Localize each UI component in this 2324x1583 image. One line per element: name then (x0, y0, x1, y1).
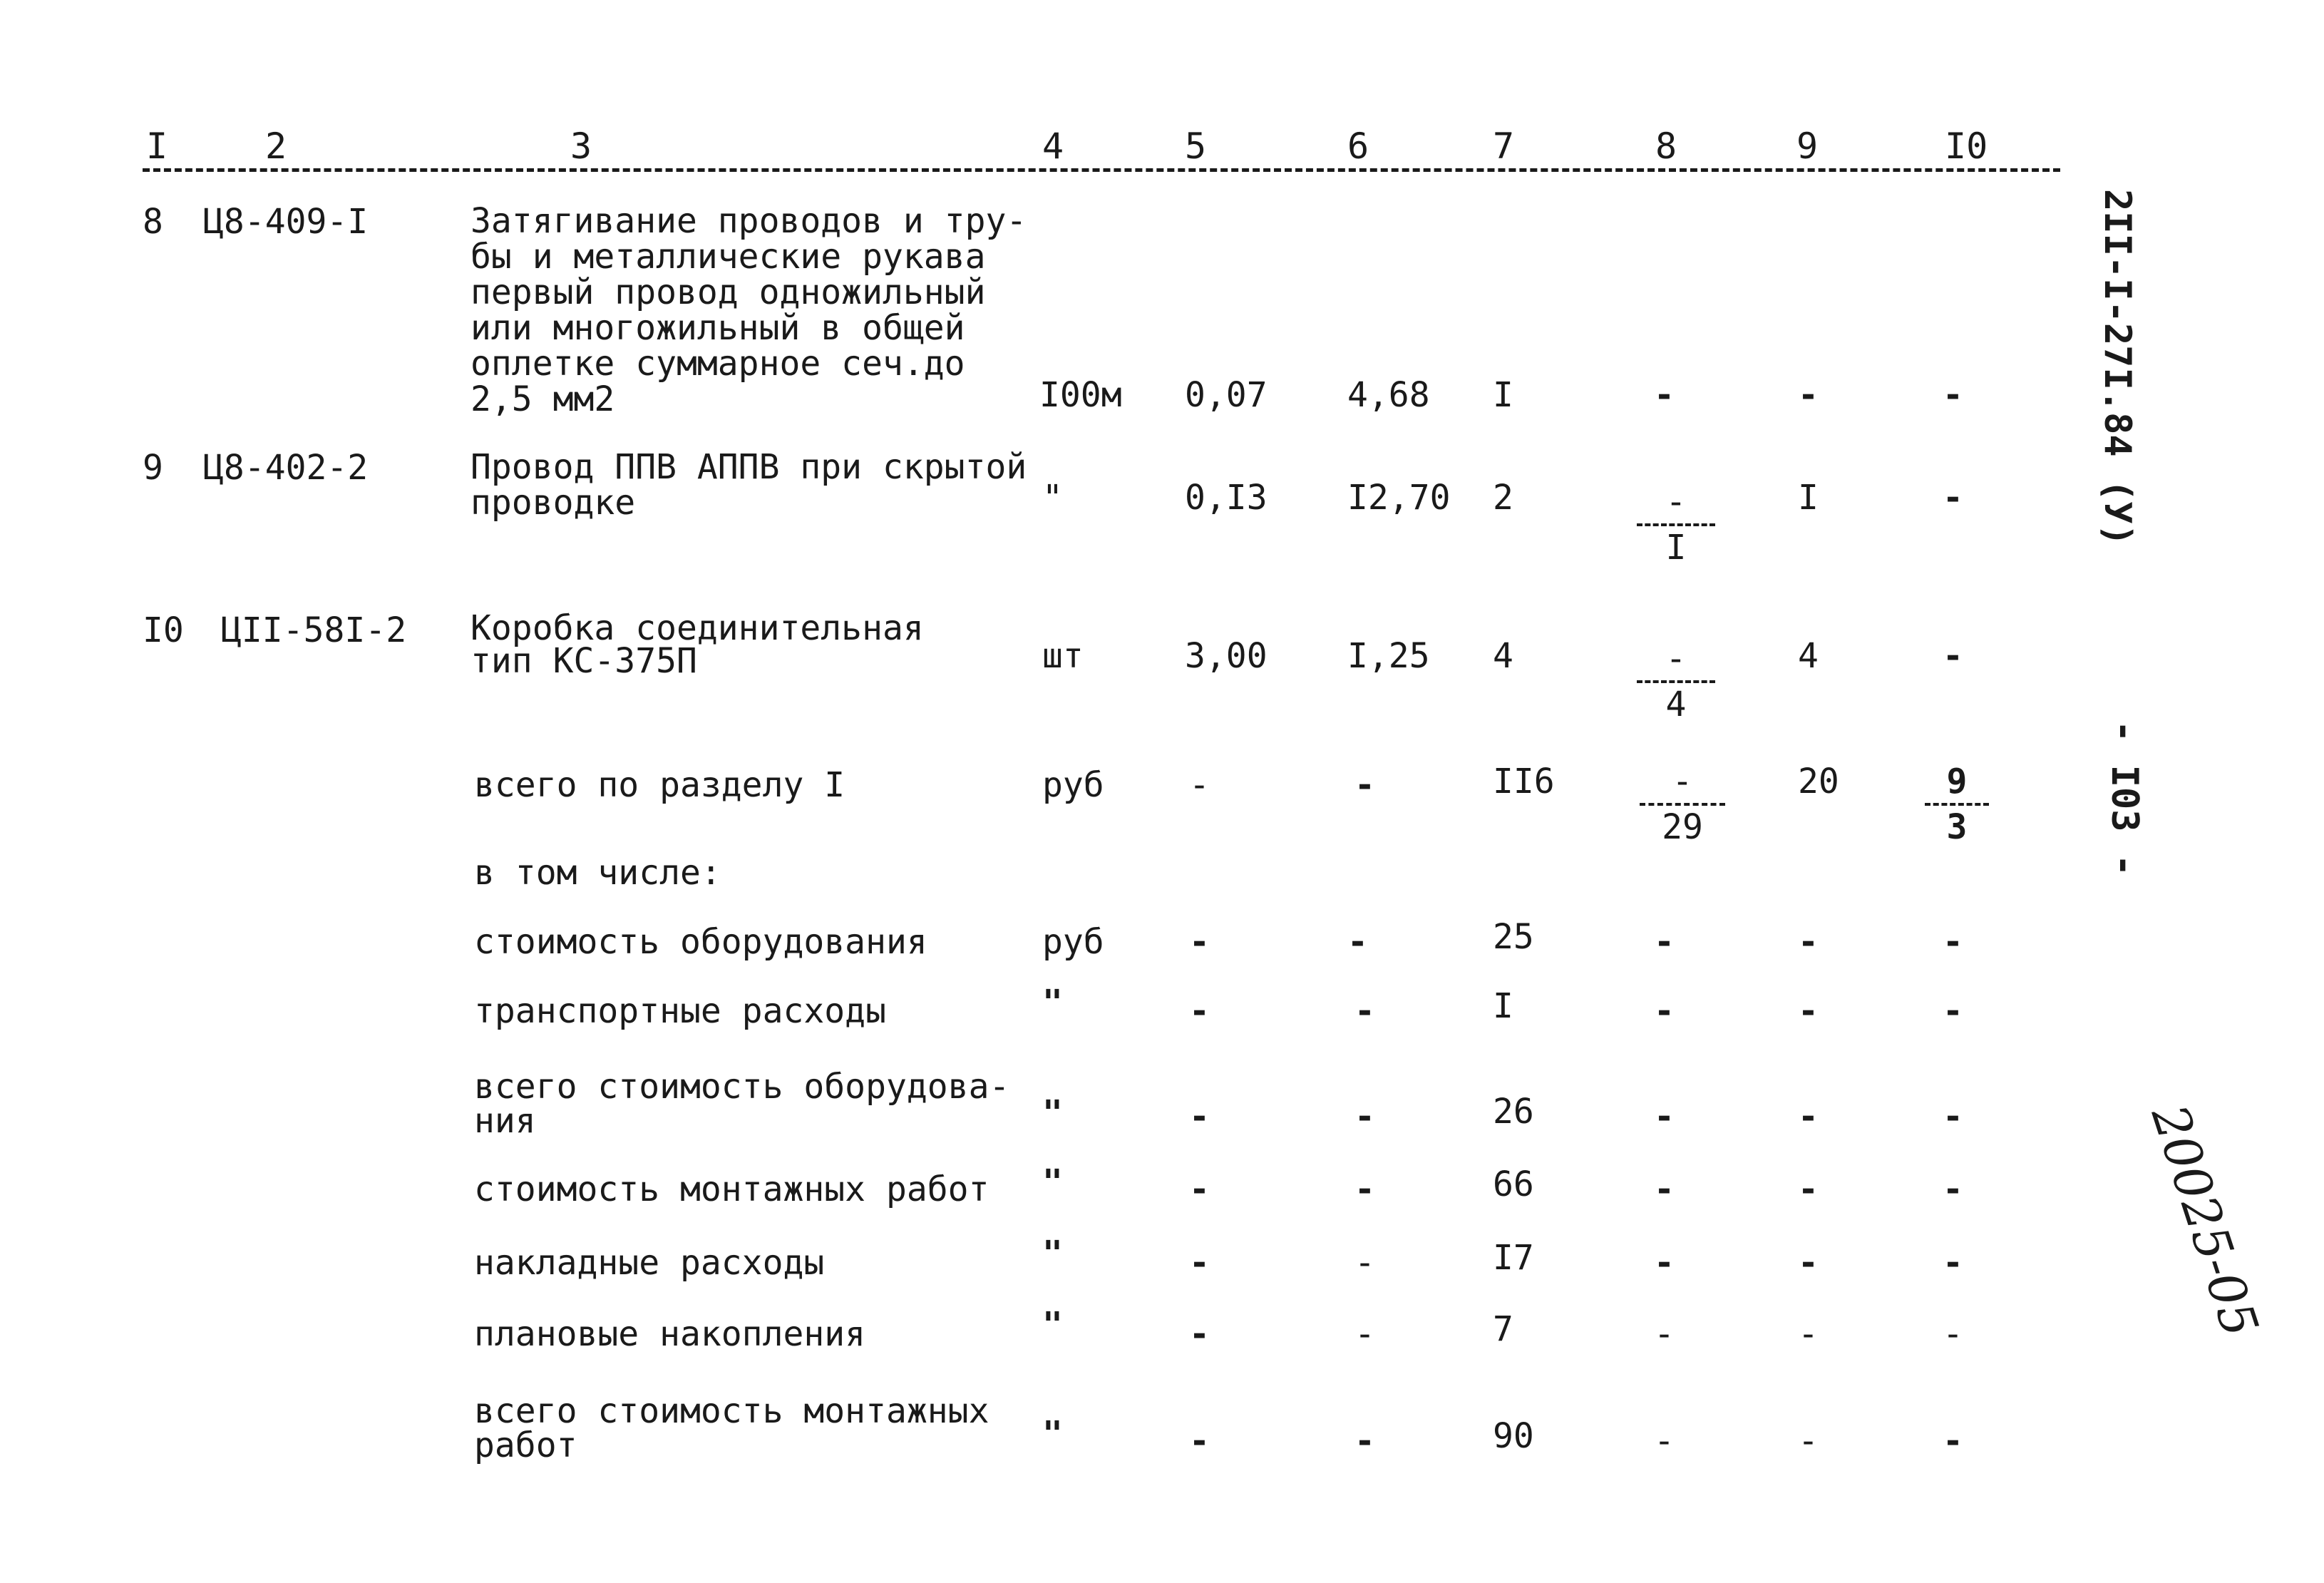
summary-col7: 25 (1493, 917, 1534, 957)
summary-col7: 26 (1493, 1092, 1534, 1132)
summary-col10: - (1943, 1169, 1963, 1209)
summary-col5: - (1189, 1421, 1210, 1461)
row-col5: 0,07 (1185, 375, 1268, 415)
col-header-6: 6 (1347, 125, 1369, 167)
fraction-bar (1637, 680, 1715, 683)
header-divider (143, 168, 2060, 172)
summary-col10: - (1943, 1314, 1963, 1354)
summary-unit: " (1042, 1162, 1063, 1202)
summary-col7: 90 (1493, 1416, 1534, 1456)
summary-label: плановые накопления (474, 1314, 866, 1354)
summary-col5: - (1189, 991, 1210, 1031)
summary-col8: - (1654, 1243, 1675, 1283)
summary-col5: - (1189, 922, 1210, 962)
summary-col6: - (1354, 1169, 1375, 1209)
fraction-numerator: 9 (1946, 762, 1968, 801)
summary-col6: - (1354, 1314, 1375, 1354)
col-header-5: 5 (1185, 125, 1207, 167)
summary-label: накладные расходы (474, 1243, 825, 1283)
handwritten-note: 20025-05 (2140, 1098, 2270, 1344)
fraction-numerator: - (1665, 482, 1687, 522)
summary-col7: 7 (1493, 1309, 1513, 1349)
row-col6: I2,70 (1347, 478, 1451, 518)
summary-col5: - (1189, 1097, 1210, 1137)
row-number: 9 (143, 448, 163, 488)
total-unit: руб (1042, 765, 1104, 805)
total-col9: 20 (1798, 762, 1839, 801)
summary-col9: - (1798, 1097, 1819, 1137)
col-header-2: 2 (265, 125, 287, 167)
row-col9: - (1798, 375, 1819, 415)
summary-label: всего стоимость оборудова- ния (474, 1067, 1010, 1141)
row-number: I0 (143, 610, 184, 650)
summary-col10: - (1943, 1243, 1963, 1283)
summary-col6: - (1354, 1421, 1375, 1461)
col-header-10: I0 (1945, 125, 1988, 167)
total-label: всего по разделу I (474, 765, 845, 805)
row-col9: 4 (1798, 636, 1819, 676)
row-code: ЦII-58I-2 (221, 610, 407, 650)
row-code: Ц8-402-2 (203, 448, 369, 488)
summary-col8: - (1654, 1169, 1675, 1209)
summary-unit: " (1042, 983, 1063, 1023)
col-header-7: 7 (1493, 125, 1515, 167)
summary-unit: руб (1042, 922, 1104, 962)
summary-col8: - (1654, 991, 1675, 1031)
col-header-8: 8 (1655, 125, 1677, 167)
summary-unit: " (1042, 1305, 1063, 1345)
col-header-3: 3 (570, 125, 592, 167)
summary-col7: I7 (1493, 1238, 1534, 1278)
summary-col9: - (1798, 1243, 1819, 1283)
row-col6: I,25 (1347, 636, 1430, 676)
row-unit: " (1042, 478, 1063, 518)
summary-col5: - (1189, 1169, 1210, 1209)
summary-col9: - (1798, 922, 1819, 962)
row-col8: - (1654, 375, 1675, 415)
summary-col9: - (1798, 1421, 1819, 1461)
summary-col10: - (1943, 991, 1963, 1031)
row-unit: шт (1042, 636, 1084, 676)
summary-col7: 66 (1493, 1164, 1534, 1204)
fraction-denominator: I (1665, 528, 1687, 568)
row-col7: 2 (1493, 478, 1513, 518)
fraction-denominator: 4 (1665, 685, 1687, 724)
fraction-numerator: - (1665, 639, 1687, 679)
fraction-denominator: 3 (1946, 807, 1968, 847)
fraction-bar (1640, 803, 1725, 806)
summary-col6: - (1347, 922, 1368, 962)
summary-col6: - (1354, 1243, 1375, 1283)
col-header-9: 9 (1796, 125, 1819, 167)
col-header-4: 4 (1042, 125, 1064, 167)
summary-col10: - (1943, 1097, 1963, 1137)
page-number: - I03 - (2103, 720, 2146, 877)
summary-col5: - (1189, 1243, 1210, 1283)
row-col7: 4 (1493, 636, 1513, 676)
summary-unit: " (1042, 1234, 1063, 1274)
summary-col6: - (1354, 1097, 1375, 1137)
summary-col9: - (1798, 1169, 1819, 1209)
total-col5: - (1189, 765, 1210, 805)
row-col10: - (1943, 636, 1963, 676)
summary-col10: - (1943, 922, 1963, 962)
total-col10-fraction (1925, 763, 1989, 846)
row-description: Затягивание проводов и тру- бы и металлические рукава первый провод одножильный или многожильный в общей оплетке суммарное сеч.до 2,5 мм2 (471, 201, 1027, 419)
summary-col9: - (1798, 1314, 1819, 1354)
row-col5: 0,I3 (1185, 478, 1268, 518)
row-col8-fraction (1637, 483, 1715, 566)
row-col10: - (1943, 375, 1963, 415)
summary-col8: - (1654, 922, 1675, 962)
including-label: в том числе: (474, 853, 721, 893)
summary-col9: - (1798, 991, 1819, 1031)
row-col9: I (1798, 478, 1819, 518)
row-col8-fraction (1637, 640, 1715, 723)
fraction-numerator: - (1672, 762, 1693, 801)
summary-col8: - (1654, 1314, 1675, 1354)
fraction-bar (1637, 523, 1715, 526)
document-code: 2II-I-27I.84 (У) (2096, 189, 2139, 546)
summary-label: транспортные расходы (474, 991, 886, 1031)
summary-col8: - (1654, 1421, 1675, 1461)
row-description: Коробка соединительная тип КС-375П (471, 608, 924, 681)
summary-unit: " (1042, 1093, 1063, 1133)
total-col8-fraction (1640, 763, 1725, 846)
row-code: Ц8-409-I (203, 202, 369, 242)
summary-col6: - (1354, 991, 1375, 1031)
summary-unit: " (1042, 1414, 1063, 1454)
total-col6: - (1354, 765, 1375, 805)
summary-col10: - (1943, 1421, 1963, 1461)
fraction-denominator: 29 (1662, 807, 1703, 847)
row-number: 8 (143, 202, 163, 242)
row-col6: 4,68 (1347, 375, 1430, 415)
fraction-bar (1925, 803, 1989, 806)
summary-label: стоимость оборудования (474, 922, 927, 962)
row-unit: I00м (1039, 375, 1122, 415)
row-description: Провод ППВ АППВ при скрытой проводке (471, 447, 1027, 523)
row-col7: I (1493, 375, 1513, 415)
summary-col7: I (1493, 986, 1513, 1026)
summary-label: стоимость монтажных работ (474, 1169, 989, 1209)
summary-label: всего стоимость монтажных работ (474, 1391, 989, 1465)
summary-col8: - (1654, 1097, 1675, 1137)
total-col7: II6 (1493, 762, 1555, 801)
row-col10: - (1943, 478, 1963, 518)
row-col5: 3,00 (1185, 636, 1268, 676)
summary-col5: - (1189, 1314, 1210, 1354)
col-header-1: I (146, 125, 168, 167)
